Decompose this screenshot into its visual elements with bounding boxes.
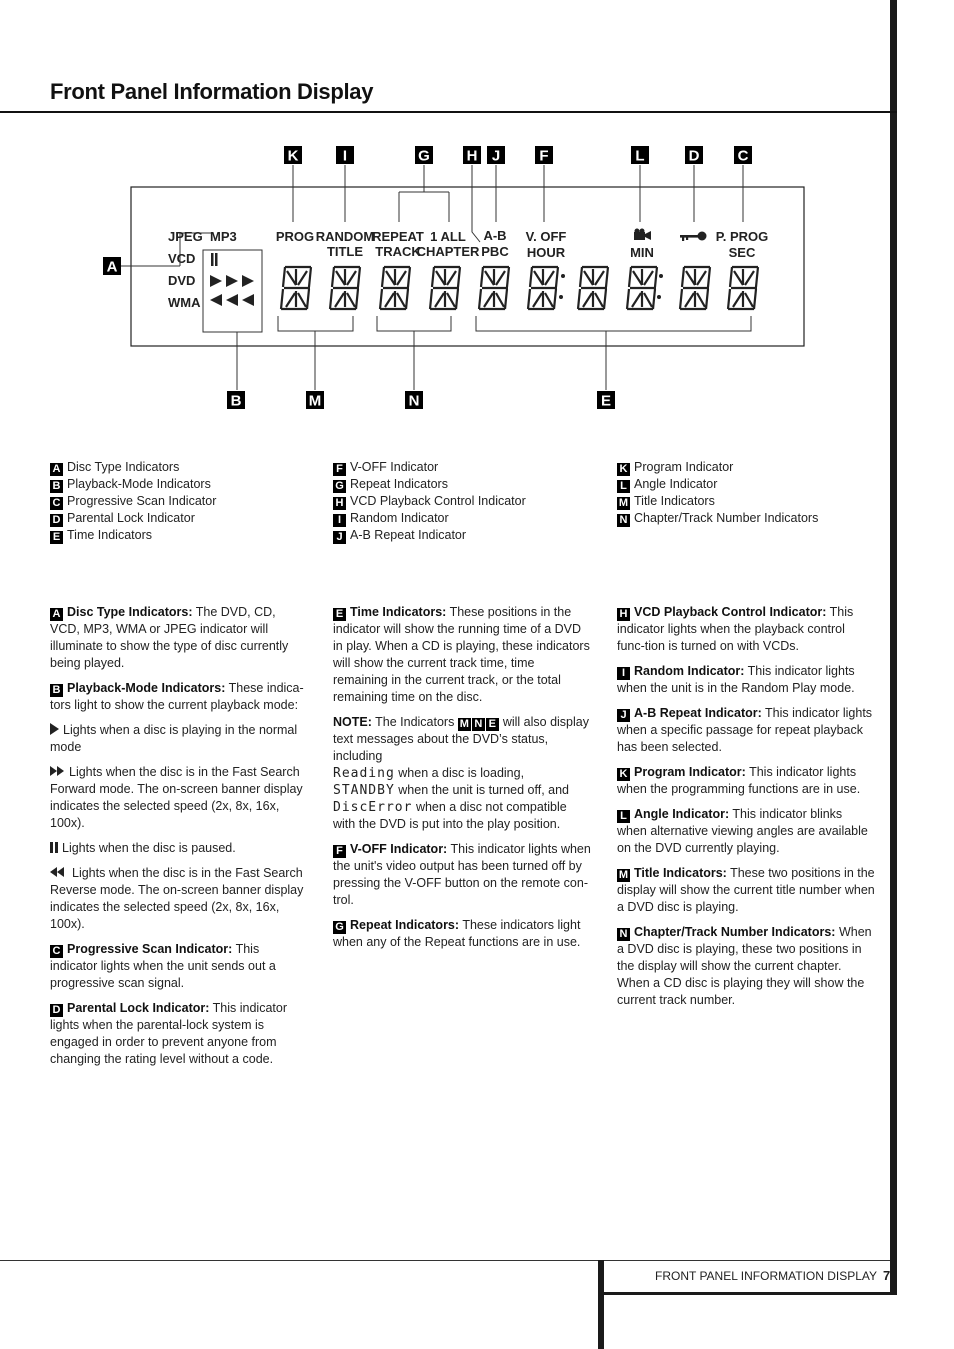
callout-b	[227, 391, 245, 410]
legend-label: Playback-Mode Indicators	[67, 477, 211, 491]
footer-underline	[598, 1292, 897, 1295]
callout-n	[405, 391, 423, 410]
para-voff: F V-OFF Indicator: This indicator lights when the unit's video output has been turned off by pressing the V-OFF button on the remote con-trol.	[333, 842, 591, 907]
svg-text:I: I	[342, 147, 348, 165]
svg-text:H: H	[466, 147, 478, 165]
callout-g	[415, 146, 433, 165]
legend-label: Time Indicators	[67, 528, 152, 542]
pause-icon	[211, 253, 214, 266]
para-play-normal: Lights when a disc is playing in the normal mode	[50, 723, 298, 754]
svg-text:D: D	[688, 147, 700, 165]
para-random: I Random Indicator: This indicator lights when the unit is in the Random Play mode.	[617, 664, 855, 695]
svg-text:M: M	[308, 392, 322, 410]
fast-forward-icon	[50, 764, 64, 781]
para-title: M Title Indicators: These two positions in the display will show the current title number when a DVD disc is playing.	[617, 866, 875, 914]
para-fast-forward: Lights when the disc is in the Fast Search Forward mode. The on-screen banner display indicates the selected speed (2x, 8x, 16x, 100x).	[50, 765, 303, 830]
legend-key: H	[333, 497, 346, 510]
legend-key: N	[617, 514, 630, 527]
body-column-3	[617, 604, 875, 1017]
para-disc-type: A Disc Type Indicators: The DVD, CD, VCD, MP3, WMA or JPEG indicator will illuminate to show the type of disc currently being played.	[50, 605, 289, 670]
page-number: 7	[883, 1268, 891, 1283]
para-pause: Lights when the disc is paused.	[50, 840, 308, 857]
svg-text:E: E	[600, 392, 612, 410]
svg-text:F: F	[539, 147, 549, 165]
para-pbc: H VCD Playback Control Indicator: This indicator lights when the playback control func-tion is turned on with VCDs.	[617, 605, 854, 653]
indicator-pbc: PBC	[481, 244, 509, 259]
legend-item-l	[617, 476, 818, 493]
running-footer: FRONT PANEL INFORMATION DISPLAY 7	[655, 1268, 891, 1283]
legend-label: V-OFF Indicator	[350, 460, 439, 474]
legend-label: Angle Indicator	[634, 477, 718, 491]
indicator-sec: SEC	[728, 245, 756, 260]
legend-item-g	[333, 476, 526, 493]
disc-type-jpeg: JPEG	[168, 229, 203, 244]
indicator-1all: 1 ALL	[430, 229, 466, 244]
para-repeat: G Repeat Indicators: These indicators light when any of the Repeat functions are in use.	[333, 918, 581, 949]
callout-k	[284, 146, 302, 165]
legend-label: Repeat Indicators	[350, 477, 448, 491]
legend-item-m	[617, 493, 818, 510]
indicator-min: MIN	[630, 245, 654, 260]
indicator-track: TRACK	[375, 244, 421, 259]
legend-label: Parental Lock Indicator	[67, 511, 195, 525]
svg-text:B: B	[230, 392, 242, 410]
legend-label: Random Indicator	[350, 511, 449, 525]
footer-rule	[0, 1260, 890, 1261]
legend-item-j	[333, 527, 526, 544]
title-rule	[0, 111, 897, 113]
para-note: NOTE: The Indicators M N E will also display text messages about the DVD’s status, including Reading when a disc is loading, STANDBY when the unit is turned off, and DiscError when a disc not compatible with the DVD is put into the play position.	[333, 715, 589, 831]
footer-bar	[598, 1260, 604, 1349]
legend-item-i	[333, 510, 526, 527]
legend-key: C	[50, 497, 63, 510]
legend-key: G	[333, 480, 346, 493]
para-angle: L Angle Indicator: This indicator blinks when alternative viewing angles are available on the DVD currently playing.	[617, 807, 868, 855]
legend-key: E	[50, 531, 63, 544]
legend-key: L	[617, 480, 630, 493]
legend-key: M	[618, 497, 629, 509]
front-panel-diagram	[0, 130, 954, 420]
callout-d	[685, 146, 703, 165]
bottom-leaders	[237, 316, 751, 390]
legend-col-1	[50, 459, 216, 544]
legend-key: F	[333, 463, 346, 476]
body-column-2	[333, 604, 591, 959]
indicator-ab: A-B	[483, 228, 507, 243]
para-parental: D Parental Lock Indicator: This indicator lights when the parental-lock system is engaged in order to prevent anyone from changing the rating level without a code.	[50, 1001, 287, 1066]
page-title: Front Panel Information Display	[50, 79, 374, 104]
legend-key: B	[50, 480, 63, 493]
para-fast-reverse: Lights when the disc is in the Fast Search Reverse mode. The on-screen banner display indicates the selected speed (2x, 8x, 16x, 100x).	[50, 866, 304, 931]
legend-item-e	[50, 527, 216, 544]
indicator-chapter: CHAPTER	[416, 244, 480, 259]
legend-key: D	[50, 514, 63, 527]
legend-key: I	[333, 514, 346, 527]
pause-icon	[50, 842, 53, 853]
reverse-icon	[210, 294, 222, 306]
legend-label: Progressive Scan Indicator	[67, 494, 217, 508]
legend-col-3	[617, 459, 818, 527]
callout-h	[463, 146, 481, 165]
callout-j	[487, 146, 505, 165]
disc-type-mp3: MP3	[210, 229, 237, 244]
callout-e	[597, 391, 615, 410]
disc-type-dvd: DVD	[168, 273, 196, 288]
camera-icon	[634, 229, 651, 241]
callout-m	[306, 391, 324, 410]
svg-text:J: J	[491, 147, 501, 165]
callout-f	[535, 146, 553, 165]
legend-item-a	[50, 459, 216, 476]
disc-type-wma: WMA	[168, 295, 201, 310]
legend-label: A-B Repeat Indicator	[350, 528, 467, 542]
legend-label: Program Indicator	[634, 460, 734, 474]
callout-l	[631, 146, 649, 165]
legend-label: Disc Type Indicators	[67, 460, 180, 474]
key-icon	[680, 232, 707, 242]
segment-digits	[281, 267, 758, 309]
indicator-repeat: REPEAT	[372, 229, 424, 244]
svg-text:N: N	[408, 392, 420, 410]
legend-item-n	[617, 510, 818, 527]
legend-key: A	[50, 463, 63, 476]
svg-text:A: A	[106, 258, 118, 276]
svg-text:K: K	[287, 147, 299, 165]
legend-item-d	[50, 510, 216, 527]
svg-text:C: C	[737, 147, 749, 165]
indicator-voff: V. OFF	[525, 229, 567, 244]
legend-item-h	[333, 493, 526, 510]
para-progressive: C Progressive Scan Indicator: This indicator lights when the unit sends out a progressive scan signal.	[50, 942, 276, 990]
svg-text:G: G	[418, 147, 430, 165]
para-time: E Time Indicators: These positions in the indicator will show the running time of a DVD in play. When a CD is playing, these indicators will show the current track time, time remaining in the current track, or the total remaining time on the disc.	[333, 605, 590, 704]
play-icon	[210, 275, 222, 287]
legend-col-2	[333, 459, 526, 544]
callout-i	[336, 146, 354, 165]
para-chapter: N Chapter/Track Number Indicators: When a DVD disc is playing, these two positions in the display will show the current chapter. When a CD disc is playing they will show the current track number.	[617, 925, 872, 1007]
indicator-pprog: P. PROG	[715, 229, 769, 244]
legend-item-f	[333, 459, 526, 476]
legend-key: K	[617, 463, 630, 476]
legend-label: VCD Playback Control Indicator	[350, 494, 526, 508]
legend-item-c	[50, 493, 216, 510]
disc-type-vcd: VCD	[168, 251, 196, 266]
indicator-random: RANDOM	[315, 229, 375, 244]
indicator-hour: HOUR	[526, 245, 566, 260]
callout-a	[103, 257, 121, 276]
para-ab-repeat: J A-B Repeat Indicator: This indicator lights when a specific passage for repeat playback has been selected.	[617, 706, 873, 754]
legend-label: Chapter/Track Number Indicators	[634, 511, 819, 525]
legend-item-b	[50, 476, 216, 493]
legend-label: Title Indicators	[634, 494, 715, 508]
body-column-1	[50, 604, 308, 1076]
callout-c	[734, 146, 752, 165]
indicator-prog: PROG	[275, 229, 315, 244]
play-icon	[50, 723, 59, 735]
legend-item-k	[617, 459, 818, 476]
legend-key: J	[333, 531, 346, 544]
svg-text:L: L	[635, 147, 645, 165]
fast-reverse-icon	[50, 865, 64, 882]
para-program: K Program Indicator: This indicator lights when the programming functions are in use.	[617, 765, 861, 796]
indicator-title: TITLE	[326, 244, 364, 259]
para-playback-mode: B Playback-Mode Indicators: These indica-tors light to show the current playback mode:	[50, 681, 304, 712]
